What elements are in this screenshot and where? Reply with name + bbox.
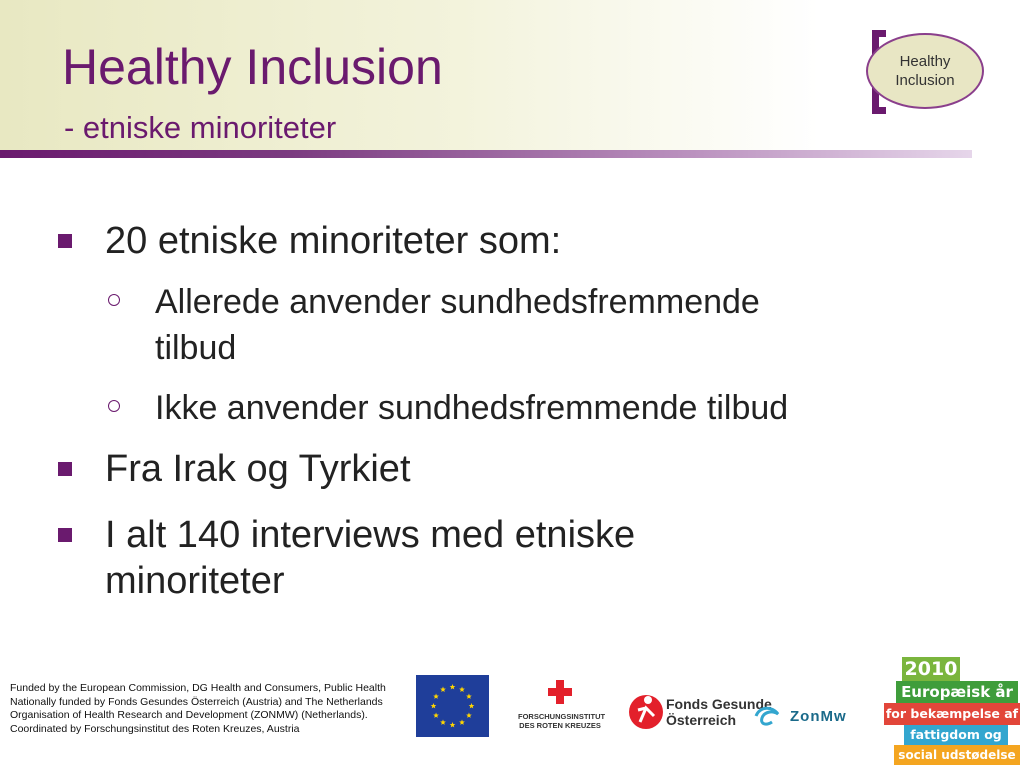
eu-stars-icon (416, 675, 489, 737)
bullet-text: 20 etniske minoriteter som: (105, 220, 562, 262)
square-bullet-icon (58, 528, 72, 542)
sub-bullet-item (155, 385, 788, 431)
bullet-text-line1: I alt 140 interviews med etniske (105, 514, 636, 556)
eu-star-icon (433, 694, 439, 699)
badge-line: Europæisk år (896, 681, 1018, 703)
slide-title: Healthy Inclusion (62, 39, 443, 95)
funding-line: Coordinated by Forschungsinstitut des Roten Kreuzes, Austria (10, 722, 300, 735)
zonmw-logo (752, 702, 852, 732)
redcross-text-line2: DES ROTEN KREUZES (519, 721, 601, 730)
badge-year: 2010 (902, 657, 960, 681)
eu-star-icon (440, 719, 446, 724)
logo-text-line2: Inclusion (895, 72, 955, 89)
fonds-gesundes-logo (628, 688, 772, 734)
eu-star-icon (431, 703, 437, 708)
eu-star-icon (440, 687, 446, 692)
circle-bullet-icon (108, 294, 120, 306)
zonmw-swirl-icon (752, 704, 782, 728)
sub-bullet-item (155, 279, 760, 371)
funding-line: Nationally funded by Fonds Gesundes Österreich (Austria) and The Netherlands Organisation of Health Research and Development (ZONMW) (Netherlands). (10, 695, 383, 721)
european-year-badge (882, 655, 1022, 767)
zonmw-text: ZonMw (790, 708, 847, 725)
square-bullet-icon (58, 234, 72, 248)
funding-notice (10, 682, 410, 736)
eu-star-icon (466, 694, 472, 699)
logo-text-line1: Healthy (899, 53, 951, 70)
slide-subtitle: - etniske minoriteter (64, 110, 337, 145)
badge-line: social udstødelse (894, 745, 1020, 765)
badge-line: fattigdom og (904, 725, 1008, 745)
eu-star-icon (433, 713, 439, 718)
fonds-figure-icon (628, 688, 664, 732)
bullet-item (105, 512, 635, 604)
square-bullet-icon (58, 462, 72, 476)
sub-bullet-text: Ikke anvender sundhedsfremmende tilbud (155, 389, 789, 427)
circle-bullet-icon (108, 400, 120, 412)
eu-star-icon (466, 713, 472, 718)
sub-bullet-text-line2: tilbud (155, 329, 237, 367)
bullet-text: Fra Irak og Tyrkiet (105, 448, 411, 490)
sub-bullet-text-line1: Allerede anvender sundhedsfremmende (155, 283, 760, 321)
fonds-text-line2: Österreich (666, 712, 737, 728)
bullet-text-line2: minoriteter (105, 560, 285, 602)
bullet-item (105, 446, 411, 492)
eu-flag-logo (416, 675, 489, 737)
fonds-text-line1: Fonds Gesunde (666, 696, 772, 712)
badge-line: for bekæmpelse af (884, 703, 1020, 725)
eu-star-icon (450, 684, 456, 689)
funding-line: Funded by the European Commission, DG Health and Consumers, Public Health (10, 682, 386, 694)
eu-star-icon (469, 703, 475, 708)
bullet-item (105, 218, 561, 264)
eu-star-icon (450, 722, 456, 727)
redcross-text-line1: FORSCHUNGSINSTITUT (518, 712, 606, 721)
eu-star-icon (459, 687, 465, 692)
eu-star-icon (459, 719, 465, 724)
red-cross-institute-logo (518, 676, 606, 736)
